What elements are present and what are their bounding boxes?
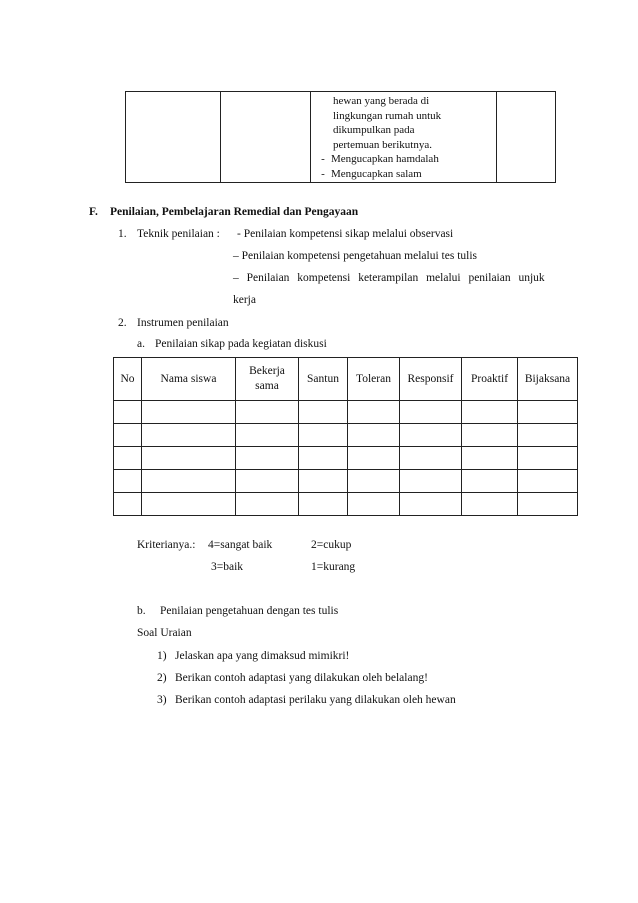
teknik-label: Teknik penilaian : [137, 228, 220, 240]
header-cell: Responsif [400, 358, 462, 401]
sikap-assessment-table [113, 357, 578, 516]
teknik-item-cont: kerja [233, 294, 256, 306]
question-number: 1) [157, 650, 167, 662]
header-cell: No [114, 358, 142, 401]
empty-cell [497, 92, 556, 183]
bullet-item: - Mengucapkan salam [321, 167, 422, 180]
soal-title: Soal Uraian [137, 627, 192, 639]
table-row [114, 470, 578, 493]
continuation-line: dikumpulkan pada [333, 124, 415, 136]
instrumen-label: Instrumen penilaian [137, 317, 229, 329]
kriteria-value: 1=kurang [311, 561, 356, 573]
question-number: 2) [157, 672, 167, 684]
continuation-line: lingkungan rumah untuk [333, 109, 442, 122]
item-number: 1. [118, 228, 127, 240]
continuation-line: hewan yang berada di [333, 95, 430, 107]
section-label: F. [89, 206, 98, 218]
question-text: Berikan contoh adaptasi perilaku yang dilakukan oleh hewan [175, 694, 456, 706]
section-title: Penilaian, Pembelajaran Remedial dan Pengayaan [110, 206, 359, 218]
header-cell: Toleran [348, 358, 400, 401]
header-cell: Proaktif [462, 358, 518, 401]
sub-letter: a. [137, 338, 145, 350]
empty-cell [221, 92, 311, 183]
question-text: Berikan contoh adaptasi yang dilakukan oleh belalang! [175, 672, 428, 684]
empty-cell [126, 92, 221, 183]
header-cell: Bijaksana [518, 358, 578, 401]
kriteria-value: 3=baik [211, 561, 244, 573]
header-cell: Bekerja sama [236, 358, 299, 401]
question-number: 3) [157, 694, 167, 706]
bullet-item: - Mengucapkan hamdalah [321, 153, 439, 165]
item-number: 2. [118, 317, 127, 329]
activity-cell [311, 92, 497, 183]
table-row [114, 424, 578, 447]
sub-letter: b. [137, 605, 146, 617]
header-cell: Nama siswa [142, 358, 236, 401]
table-row [114, 493, 578, 516]
header-cell: Santun [299, 358, 348, 401]
continuation-line: pertemuan berikutnya. [333, 138, 432, 151]
teknik-item: – Penilaian kompetensi keterampilan melalui penilaian unjuk [233, 272, 545, 284]
question-text: Jelaskan apa yang dimaksud mimikri! [175, 650, 350, 662]
table-row [114, 447, 578, 470]
table-row [114, 401, 578, 424]
kriteria-value: 2=cukup [311, 539, 352, 551]
table-header-row [114, 358, 578, 401]
kriteria-value: 4=sangat baik [208, 539, 273, 551]
teknik-item: – Penilaian kompetensi pengetahuan melalui tes tulis [233, 250, 477, 262]
kriteria-label: Kriterianya.: [137, 539, 196, 551]
sub-label: Penilaian pengetahuan dengan tes tulis [160, 605, 339, 617]
continuation-table [125, 91, 556, 183]
teknik-item: - Penilaian kompetensi sikap melalui observasi [237, 228, 454, 240]
sub-label: Penilaian sikap pada kegiatan diskusi [155, 338, 327, 350]
